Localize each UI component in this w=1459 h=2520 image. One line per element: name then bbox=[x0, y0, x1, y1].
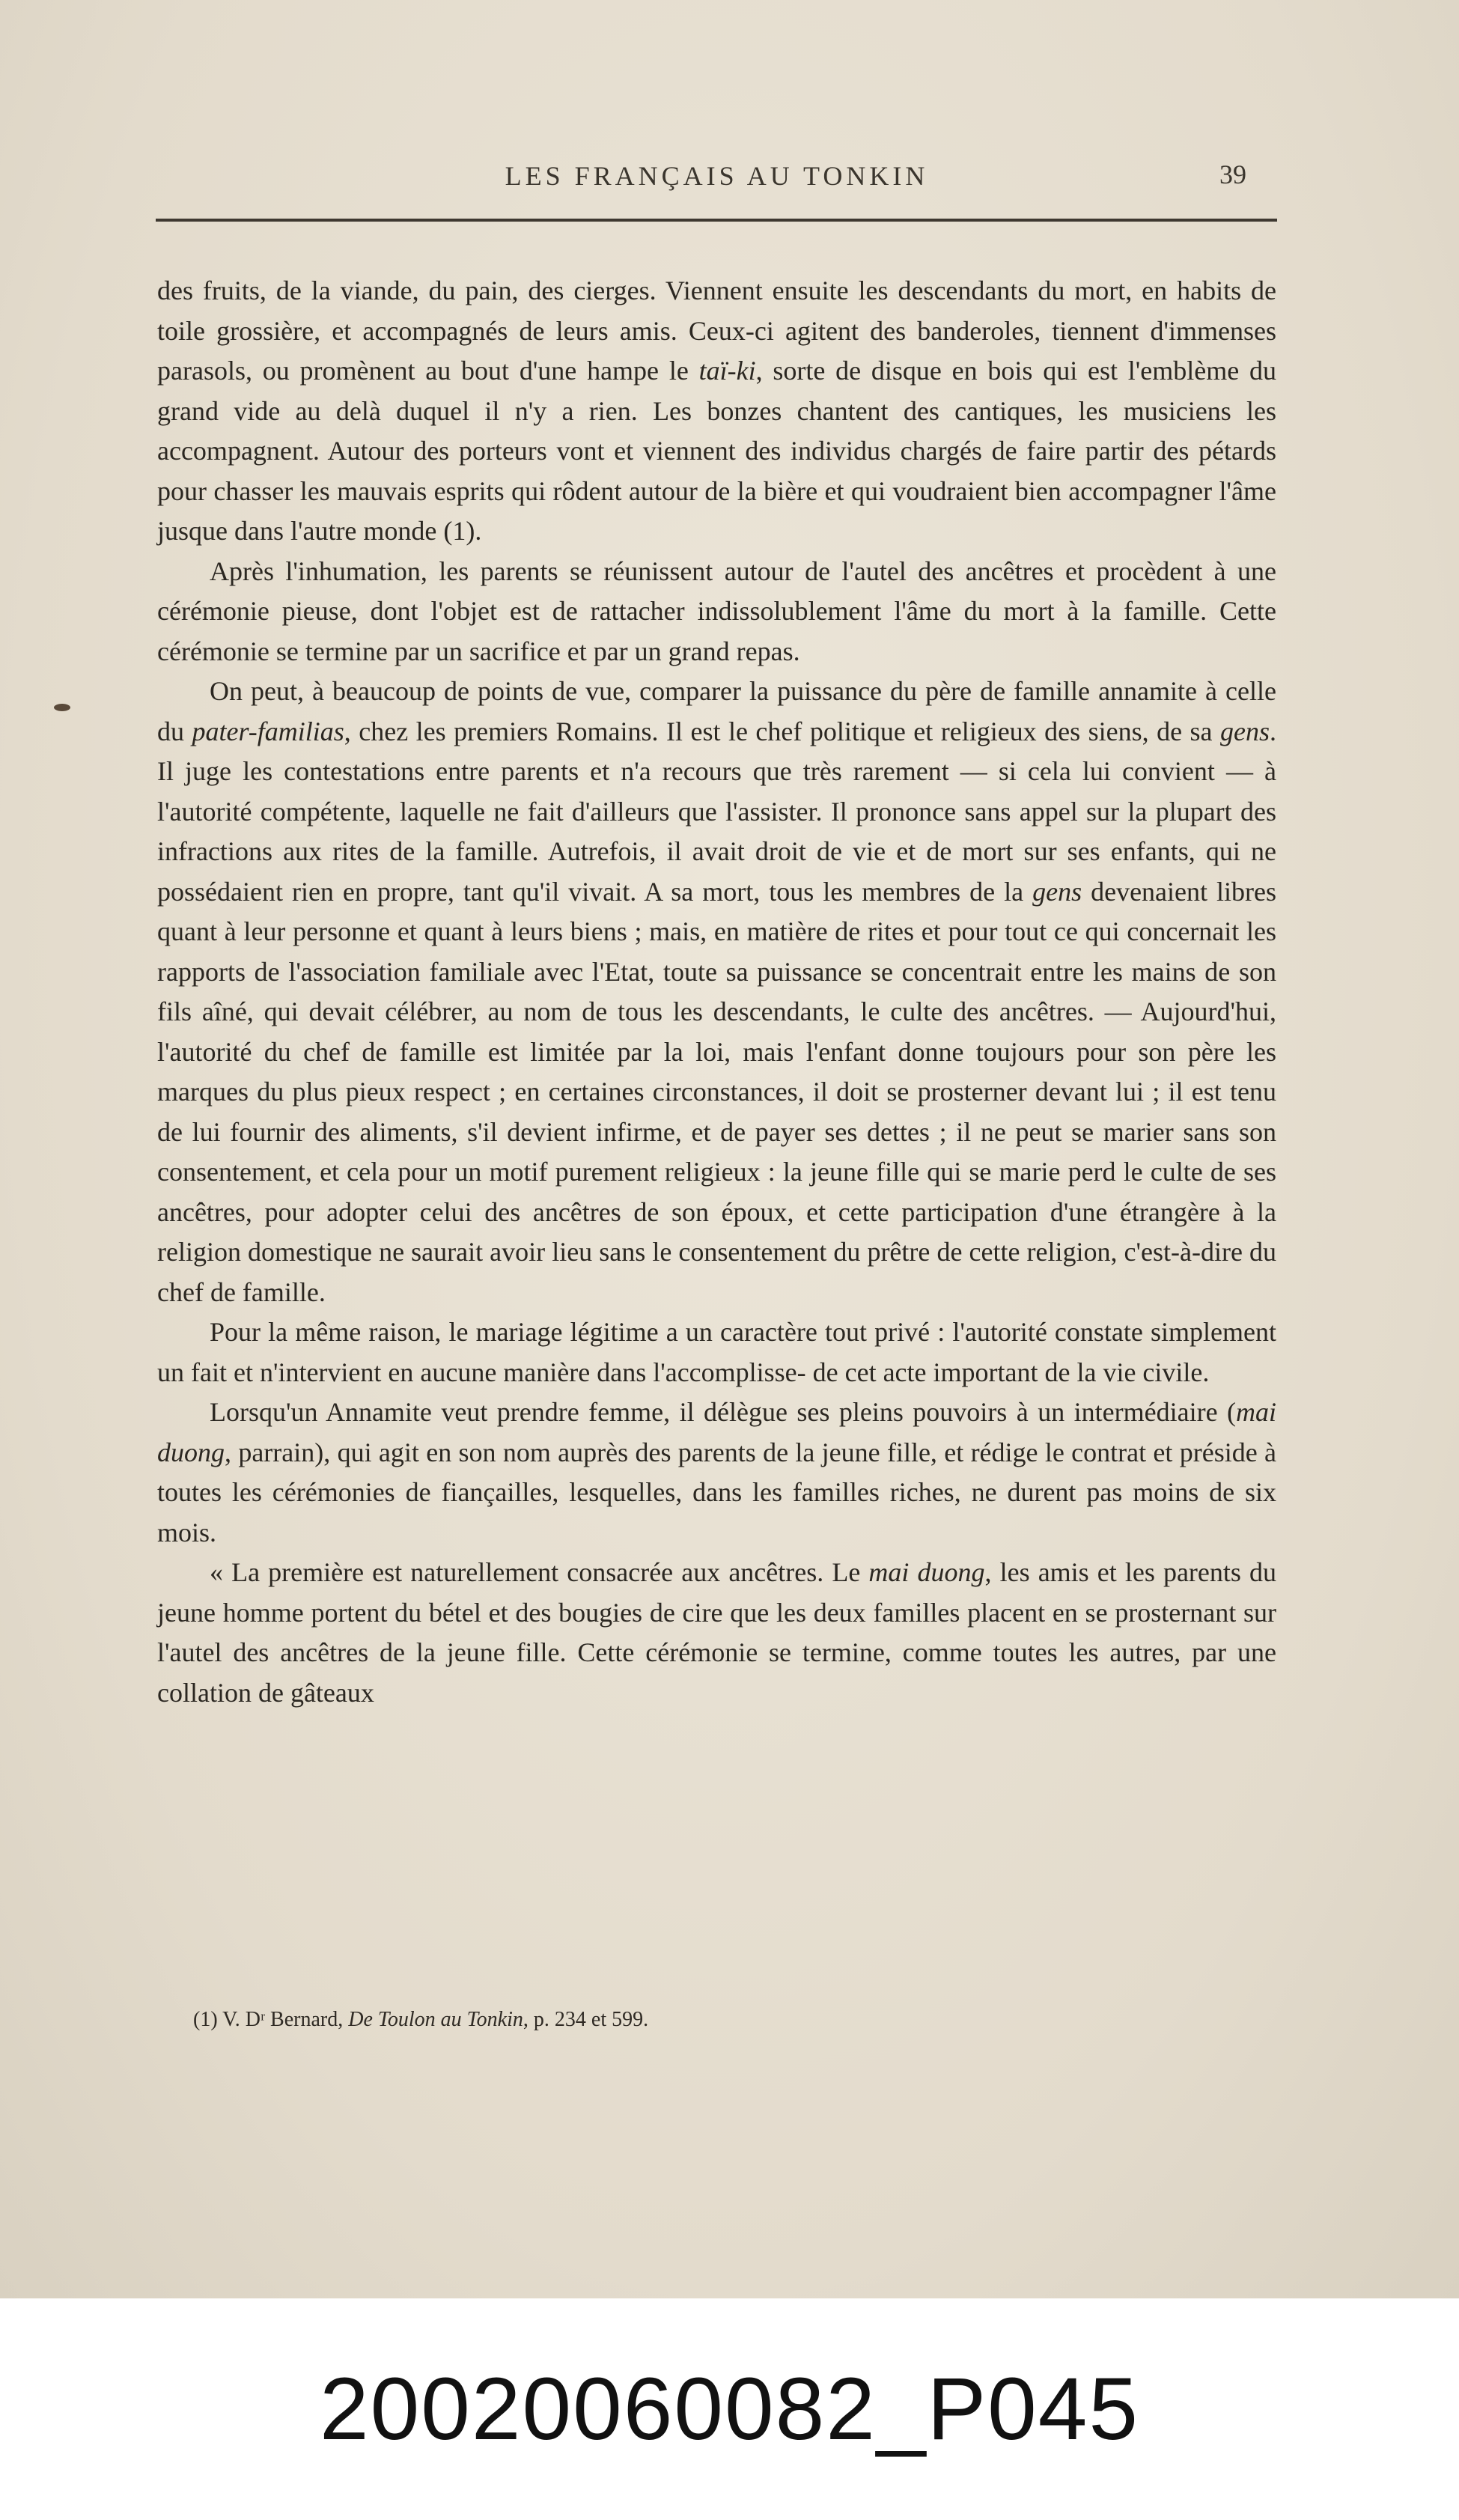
italic-term: gens bbox=[1220, 716, 1270, 746]
paragraph bbox=[157, 552, 1276, 672]
text-run: Pour la même raison, le mariage légitime a un caractère tout privé : l'autorité constate simplement un fait et n'intervient en aucune manière dans l'accomplisse- de cet acte important de la vie civile. bbox=[157, 1317, 1276, 1387]
text-run: , chez les premiers Romains. Il est le chef politique et religieux des siens, de sa bbox=[344, 716, 1221, 746]
paragraph bbox=[157, 271, 1276, 552]
footnote-suffix: , p. 234 et 599. bbox=[523, 2008, 649, 2031]
body-text bbox=[157, 271, 1276, 1713]
page-number: 39 bbox=[1219, 159, 1246, 189]
running-title: LES FRANÇAIS AU TONKIN bbox=[505, 161, 929, 191]
image-caption: 20020060082_P045 bbox=[319, 2360, 1140, 2459]
text-run: , sorte de disque en bois qui est l'emblème du grand vide au delà duquel il n'y a rien. Les bonzes chantent des cantiques, les musiciens les accompagnent. Autour des porteurs vont et viennent des individus chargés de faire partir des pétards pour chasser les mauvais esprits qui rôdent autour de la bière et qui voudraient bien accompagner l'âme jusque dans l'autre monde (1). bbox=[157, 356, 1277, 546]
text-run: , les amis et les parents du jeune homme portent du bétel et des bougies de cire que les deux familles placent en se prosternant sur l'autel des ancêtres de la jeune fille. Cette cérémonie se termine, comme toutes les autres, par une collation de gâteaux bbox=[157, 1557, 1276, 1708]
paragraph bbox=[157, 1312, 1276, 1393]
italic-term: gens bbox=[1032, 876, 1082, 907]
paragraph bbox=[157, 1553, 1276, 1713]
text-run: Après l'inhumation, les parents se réunissent autour de l'autel des ancêtres et procèdent à une cérémonie pieuse, dont l'objet est de rattacher indissolublement l'âme du mort à la famille. Cette cérémonie se termine par un sacrifice et par un grand repas. bbox=[157, 556, 1276, 666]
ink-blot bbox=[54, 704, 70, 711]
text-run: . Il juge les contestations entre parents et n'a recours que très rarement — si cela lui convient — à l'autorité compétente, laquelle ne fait d'ailleurs que l'assister. Il prononce sans appel sur la plupart des infractions aux rites de la famille. Autrefois, il avait droit de vie et de mort sur ses enfants, qui ne possédaient rien en propre, tant qu'il vivait. A sa mort, tous les membres de la bbox=[157, 716, 1277, 907]
italic-term: pater-familias bbox=[192, 716, 344, 746]
text-run: On peut, à beaucoup de points de vue, comparer la puissance du père de famille annamite à celle du bbox=[157, 676, 1276, 746]
running-header bbox=[157, 156, 1276, 201]
italic-term: taï-ki bbox=[698, 356, 756, 386]
text-run: Lorsqu'un Annamite veut prendre femme, il délègue ses pleins pouvoirs à un intermédiaire ( bbox=[210, 1397, 1236, 1427]
footnote-title: De Toulon au Tonkin bbox=[348, 2008, 523, 2031]
italic-term: mai duong bbox=[868, 1557, 985, 1587]
text-run: « La première est naturellement consacrée aux ancêtres. Le bbox=[210, 1557, 869, 1587]
text-run: des fruits, de la viande, du pain, des cierges. Viennent ensuite les descendants du mort, en habits de toile grossière, et accompagnés de leurs amis. Ceux-ci agitent des banderoles, tiennent d'immenses parasols, ou promènent au bout d'une hampe le bbox=[157, 276, 1276, 386]
footnote-prefix: (1) V. Dʳ Bernard, bbox=[193, 2008, 349, 2031]
footnote bbox=[193, 2008, 1241, 2032]
text-run: devenaient libres quant à leur personne et quant à leurs biens ; mais, en matière de rites et pour tout ce qui concernait les rapports de l'association familiale avec l'Etat, toute sa puissance se concentrait entre les mains de son fils aîné, qui devait célébrer, au nom de tous les descendants, le culte des ancêtres. — Aujourd'hui, l'autorité du chef de famille est limitée par la loi, mais l'enfant donne toujours pour son père les marques du plus pieux respect ; en certaines circonstances, il doit se prosterner devant lui ; il est tenu de lui fournir des aliments, s'il devient infirme, et de payer ses dettes ; il ne peut se marier sans son consentement, et cela pour un motif purement religieux : la jeune fille qui se marie perd le culte de ses ancêtres, pour adopter celui des ancêtres de son époux, et cette participation d'une étrangère à la religion domestique ne saurait avoir lieu sans le consentement du prêtre de cette religion, c'est-à-dire du chef de famille. bbox=[157, 876, 1276, 1307]
paragraph bbox=[157, 672, 1276, 1312]
paragraph bbox=[157, 1393, 1276, 1553]
italic-term: mai duong bbox=[157, 1397, 1276, 1467]
text-run: , parrain), qui agit en son nom auprès des parents de la jeune fille, et rédige le contrat et préside à toutes les cérémonies de fiançailles, lesquelles, dans les familles riches, ne durent pas moins de six mois. bbox=[157, 1437, 1276, 1547]
header-rule bbox=[156, 219, 1277, 222]
